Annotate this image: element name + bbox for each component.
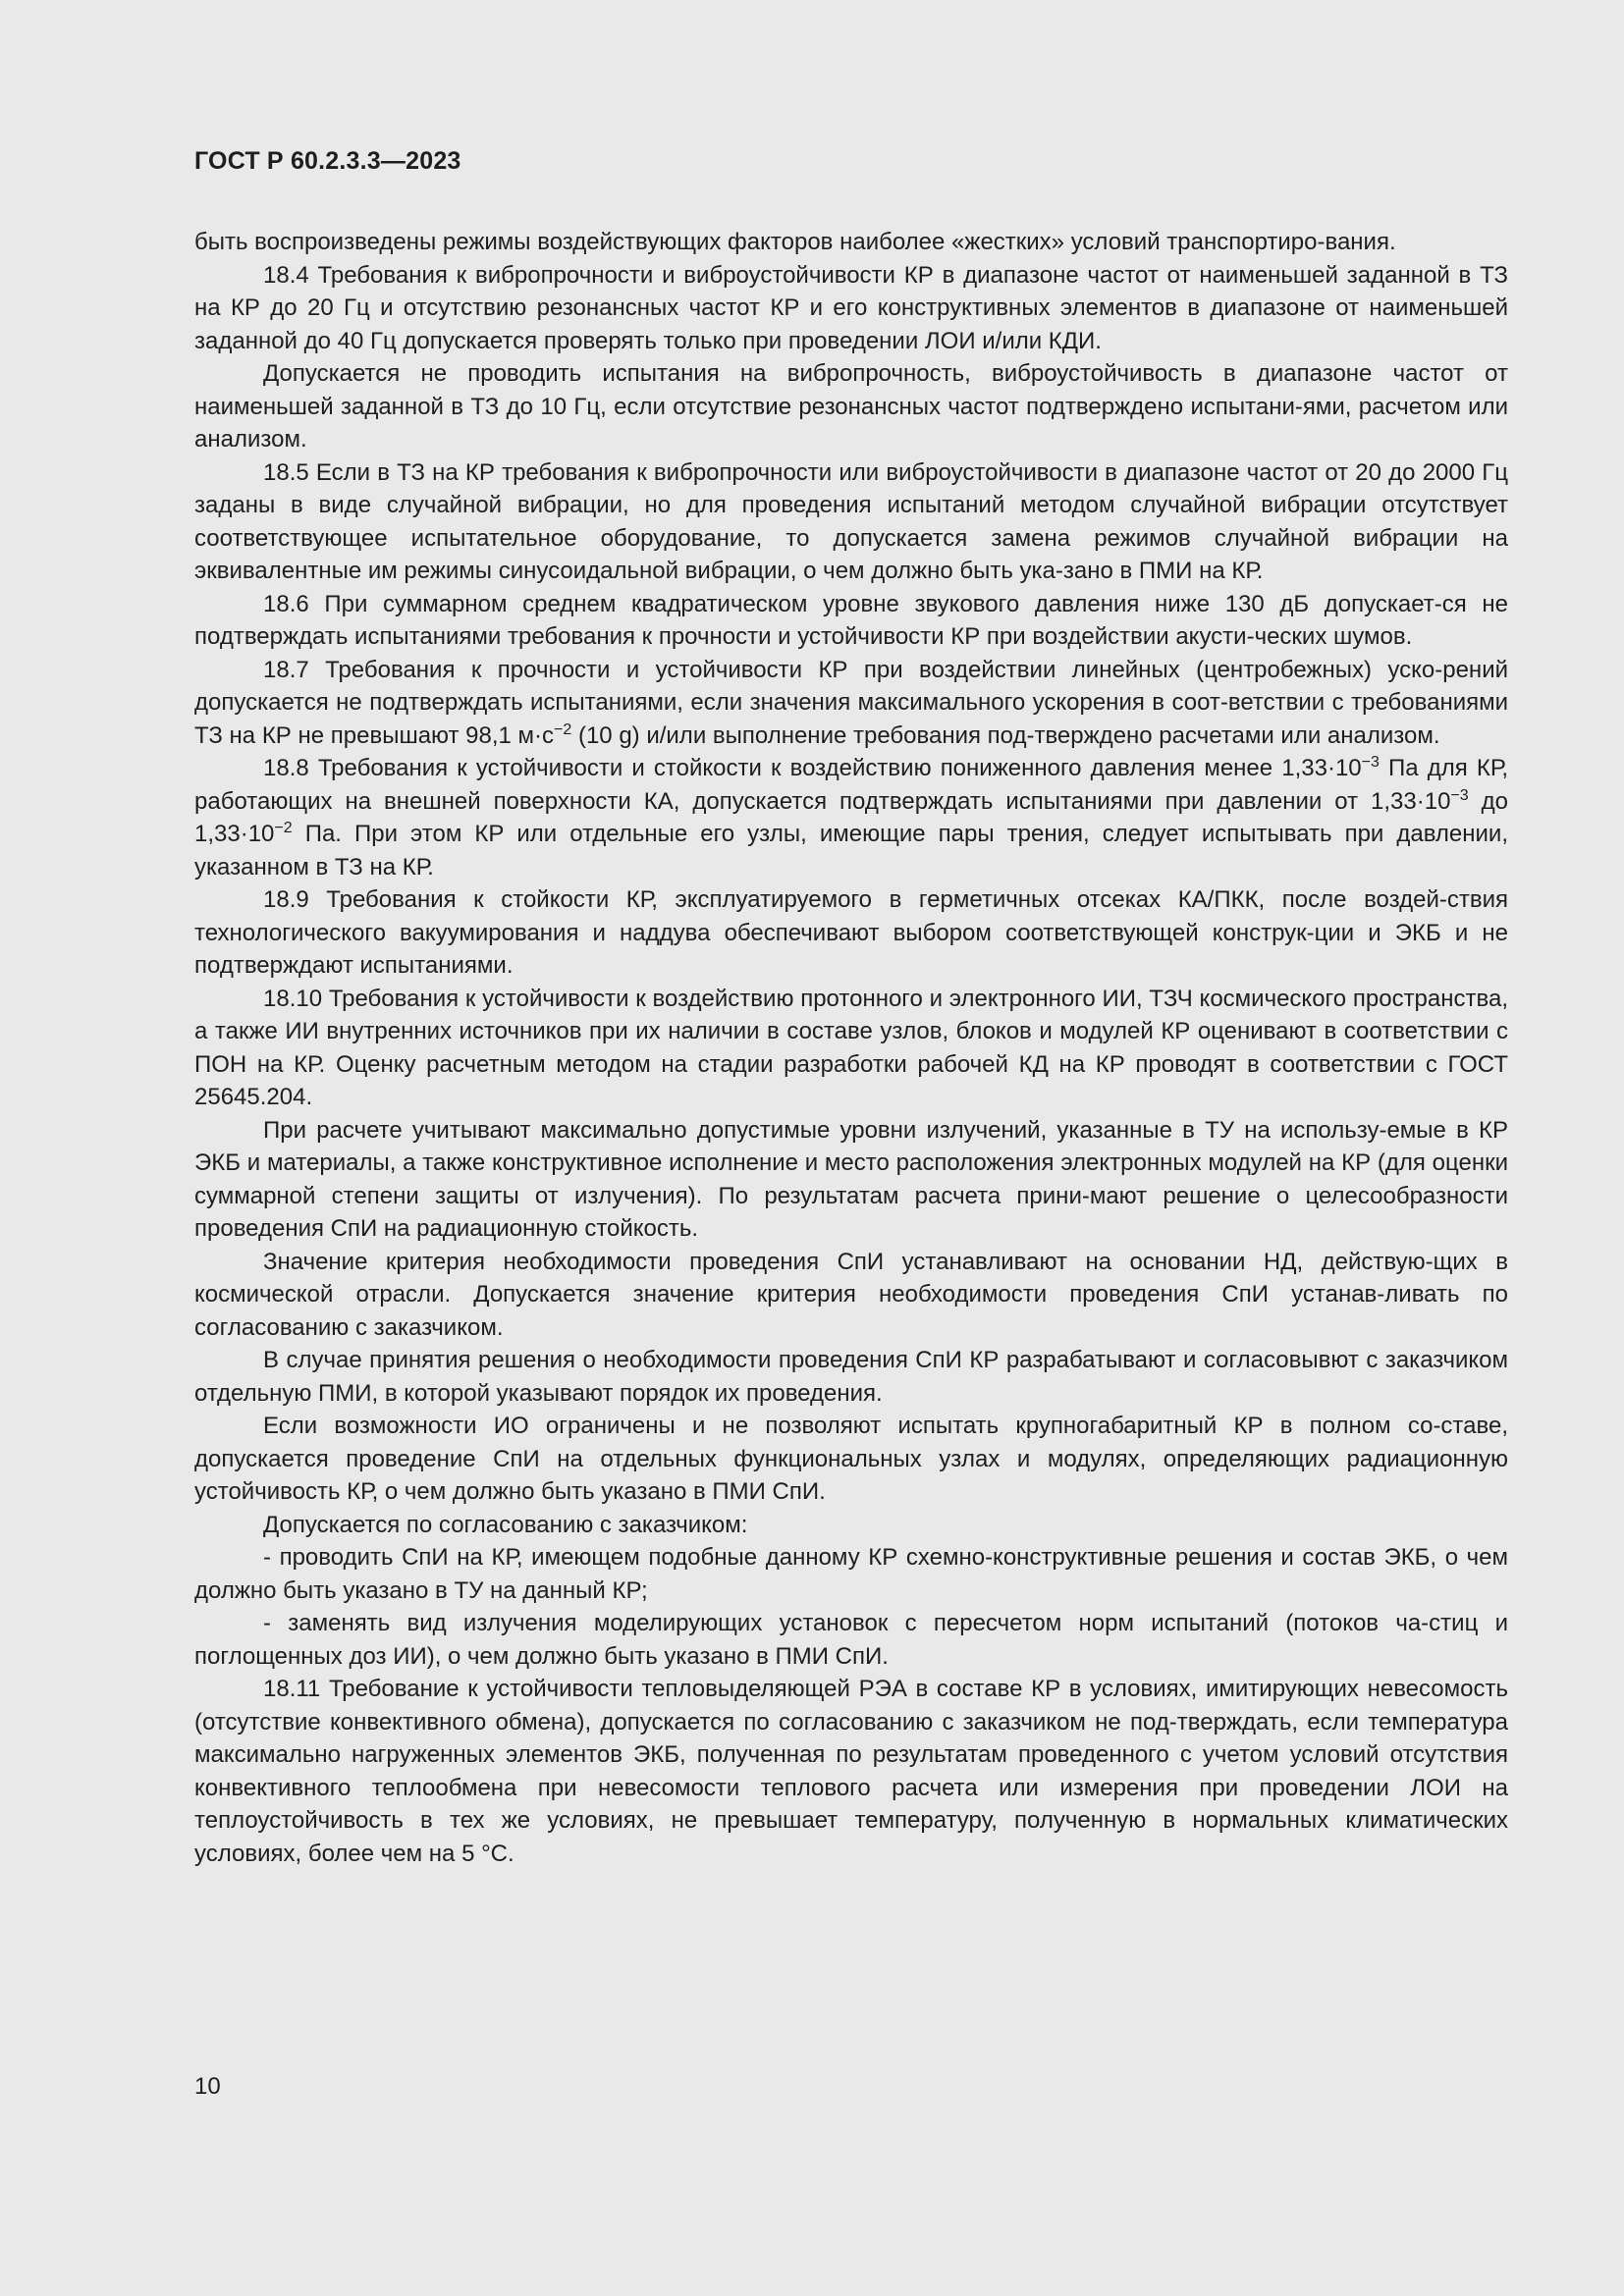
paragraph-18-6: 18.6 При суммарном среднем квадратическом уровне звукового давления ниже 130 дБ допускает-ся не подтверждать испытаниями требования к прочности и устойчивости КР при воздействии акусти-ческих шумов. [194,590,1508,650]
list-item: - проводить СпИ на КР, имеющем подобные данному КР схемно-конструктивные решения и состав ЭКБ, о чем должно быть указано в ТУ на данный КР; [194,1544,1508,1604]
paragraph-18-7-part-a: 18.7 Требования к прочности и устойчивости КР при воздействии линейных (центробежных) уско-рений допускается не подтверждать испытаниями, если значения максимального ускорения в соот-ветствии с требованиями ТЗ на КР не превышают 98,1 м·с [194,656,1508,749]
page-number: 10 [194,2073,221,2100]
paragraph-18-9: 18.9 Требования к стойкости КР, эксплуатируемого в герметичных отсеках КА/ПКК, после воздей-ствия технологического вакуумирования и наддува обеспечивают выбором соответствующей конструк-ции и ЭКБ и не подтверждают испытаниями. [194,886,1508,979]
paragraph-18-11: 18.11 Требование к устойчивости тепловыделяющей РЭА в составе КР в условиях, имитирующих невесомость (отсутствие конвективного обмена), допускается по согласованию с заказчиком не под-тверждать, если температура максимально нагруженных элементов ЭКБ, полученная по результатам проведенного с учетом условий отсутствия конвективного теплообмена при невесомости теплового расчета или измерения при проведении ЛОИ на теплоустойчивость в тех же условиях, не превышает температуру, полученную в нормальных климатических условиях, более чем на 5 °С. [194,1676,1508,1867]
paragraph-criterion: Значение критерия необходимости проведения СпИ устанавливают на основании НД, действую-щих в космической отрасли. Допускается значение критерия необходимости проведения СпИ устанав-ливать по согласованию с заказчиком. [194,1248,1508,1341]
paragraph-18-8-exponent-2: −3 [1450,786,1469,804]
paragraph-agreement: Допускается по согласованию с заказчиком: [263,1511,748,1538]
paragraph-18-7-exponent: −2 [554,721,572,738]
paragraph-18-7 [194,654,1508,753]
paragraph-calculation: При расчете учитывают максимально допустимые уровни излучений, указанные в ТУ на использу-емые в КР ЭКБ и материалы, а также конструктивное исполнение и место расположения электронных модулей на КР (для оценки суммарной степени защиты от излучения). По результатам расчета прини-мают решение о целесообразности проведения СпИ на радиационную стойкость. [194,1116,1508,1242]
paragraph-18-4: 18.4 Требования к вибропрочности и виброустойчивости КР в диапазоне частот от наименьшей заданной в ТЗ на КР до 20 Гц и отсутствию резонансных частот КР и его конструктивных элементов в диапазоне от наименьшей заданной до 40 Гц допускается проверять только при проведении ЛОИ и/или КДИ. [194,261,1508,354]
paragraph-decision: В случае принятия решения о необходимости проведения СпИ КР разрабатывают и согласовывют с заказчиком отдельную ПМИ, в которой указывают порядок их проведения. [194,1347,1508,1407]
paragraph-18-8-part-d: Па. При этом КР или отдельные его узлы, имеющие пары трения, следует испытывать при давлении, указанном в ТЗ на КР. [194,821,1508,881]
paragraph-18-8 [194,752,1508,883]
paragraph-18-8-part-b: Па для КР, работающих на внешней поверхности КА, допускается подтверждать испытаниями при давлении от 1,33·10 [194,755,1508,815]
paragraph-18-8-exponent-1: −3 [1361,754,1380,771]
document-header: ГОСТ Р 60.2.3.3—2023 [194,147,461,175]
paragraph-18-8-part-c: до 1,33·10 [194,787,1508,847]
paragraph-18-4-note: Допускается не проводить испытания на вибропрочность, виброустойчивость в диапазоне частот от наименьшей заданной в ТЗ до 10 Гц, если отсутствие резонансных частот подтверждено испытани-ями, расчетом или анализом. [194,360,1508,453]
paragraph-limited-capabilities: Если возможности ИО ограничены и не позволяют испытать крупногабаритный КР в полном со-ставе, допускается проведение СпИ на отдельных функциональных узлах и модулях, определяющих радиационную устойчивость КР, о чем должно быть указано в ПМИ СпИ. [194,1413,1508,1505]
paragraph-18-8-part-a: 18.8 Требования к устойчивости и стойкости к воздействию пониженного давления менее 1,33·10 [263,755,1362,781]
document-body [194,226,1508,1870]
paragraph-continuation: быть воспроизведены режимы воздействующих факторов наиболее «жестких» условий транспортиро-вания. [194,229,1396,255]
paragraph-18-10: 18.10 Требования к устойчивости к воздействию протонного и электронного ИИ, ТЗЧ космического пространства, а также ИИ внутренних источников при их наличии в составе узлов, блоков и модулей КР оценивают в соответствии с ПОН на КР. Оценку расчетным методом на стадии разработки рабочей КД на КР проводят в соответствии с ГОСТ 25645.204. [194,985,1508,1110]
paragraph-18-7-part-b: (10 g) и/или выполнение требования под-тверждено расчетами или анализом. [571,721,1440,749]
paragraph-18-8-exponent-3: −2 [274,820,293,836]
paragraph-18-5: 18.5 Если в ТЗ на КР требования к вибропрочности или виброустойчивости в диапазоне частот от 20 до 2000 Гц заданы в виде случайной вибрации, но для проведения испытаний методом случайной вибрации отсутствует соответствующее испытательное оборудование, то допускается замена режимов случайной вибрации на эквивалентные им режимы синусоидальной вибрации, о чем должно быть ука-зано в ПМИ на КР. [194,458,1508,584]
list-item: - заменять вид излучения моделирующих установок с пересчетом норм испытаний (потоков ча-стиц и поглощенных доз ИИ), о чем должно быть указано в ПМИ СпИ. [194,1610,1508,1670]
